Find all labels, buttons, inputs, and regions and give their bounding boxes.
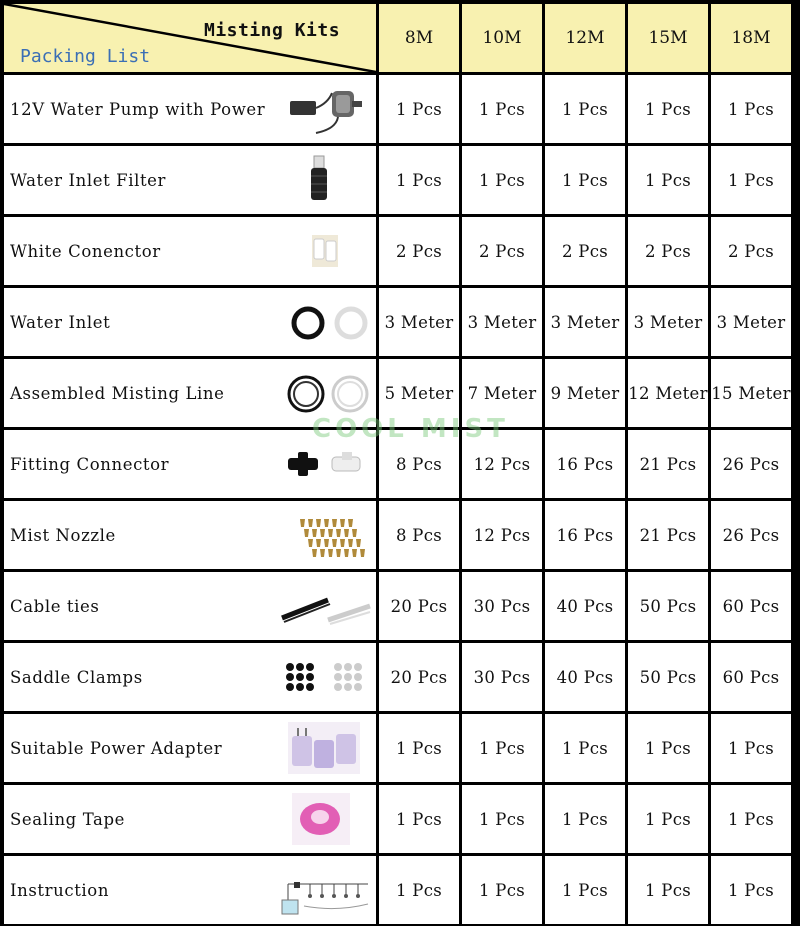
item-name: 12V Water Pump with Power bbox=[10, 99, 266, 119]
quantity-cell: 3 Meter bbox=[628, 288, 708, 356]
kit-size-header: 8M bbox=[379, 4, 459, 72]
item-cell bbox=[4, 572, 376, 640]
quantity-cell: 1 Pcs bbox=[628, 856, 708, 924]
item-cell bbox=[4, 501, 376, 569]
item-name: Suitable Power Adapter bbox=[10, 738, 223, 758]
quantity-cell: 2 Pcs bbox=[545, 217, 625, 285]
quantity-cell: 50 Pcs bbox=[628, 643, 708, 711]
quantity-cell: 26 Pcs bbox=[711, 430, 791, 498]
kit-size-header: 10M bbox=[462, 4, 542, 72]
item-cell bbox=[4, 288, 376, 356]
quantity-cell: 60 Pcs bbox=[711, 572, 791, 640]
item-name: Water Inlet bbox=[10, 312, 111, 332]
quantity-cell: 3 Meter bbox=[545, 288, 625, 356]
header-corner bbox=[4, 4, 376, 72]
quantity-cell: 50 Pcs bbox=[628, 572, 708, 640]
item-cell bbox=[4, 856, 376, 924]
kit-size-header: 12M bbox=[545, 4, 625, 72]
kit-size-header: 18M bbox=[711, 4, 791, 72]
tube-rings-icon bbox=[276, 292, 374, 352]
item-name: Sealing Tape bbox=[10, 809, 125, 829]
saddle-clamps-icon bbox=[276, 647, 374, 707]
quantity-cell: 30 Pcs bbox=[462, 643, 542, 711]
watermark: COOL MIST bbox=[312, 414, 509, 444]
power-adapters-icon bbox=[276, 718, 374, 778]
quantity-cell: 1 Pcs bbox=[628, 146, 708, 214]
quantity-cell: 1 Pcs bbox=[379, 785, 459, 853]
quantity-cell: 1 Pcs bbox=[711, 856, 791, 924]
quantity-cell: 1 Pcs bbox=[462, 856, 542, 924]
item-cell bbox=[4, 217, 376, 285]
quantity-cell: 1 Pcs bbox=[462, 714, 542, 782]
quantity-cell: 1 Pcs bbox=[628, 785, 708, 853]
item-name: Instruction bbox=[10, 880, 110, 900]
packing-list-label: Packing List bbox=[20, 46, 151, 67]
quantity-cell: 20 Pcs bbox=[379, 572, 459, 640]
item-cell bbox=[4, 714, 376, 782]
water-pump-icon bbox=[276, 79, 374, 139]
quantity-cell: 21 Pcs bbox=[628, 430, 708, 498]
quantity-cell: 1 Pcs bbox=[545, 75, 625, 143]
quantity-cell: 1 Pcs bbox=[545, 785, 625, 853]
quantity-cell: 1 Pcs bbox=[711, 75, 791, 143]
quantity-cell: 1 Pcs bbox=[379, 75, 459, 143]
quantity-cell: 2 Pcs bbox=[462, 217, 542, 285]
quantity-cell: 21 Pcs bbox=[628, 501, 708, 569]
quantity-cell: 15 Meter bbox=[711, 359, 791, 427]
item-name: White Conenctor bbox=[10, 241, 161, 261]
quantity-cell: 12 Pcs bbox=[462, 501, 542, 569]
quantity-cell: 60 Pcs bbox=[711, 643, 791, 711]
item-cell bbox=[4, 785, 376, 853]
item-cell bbox=[4, 643, 376, 711]
quantity-cell: 1 Pcs bbox=[379, 714, 459, 782]
quantity-cell: 3 Meter bbox=[379, 288, 459, 356]
item-name: Mist Nozzle bbox=[10, 525, 116, 545]
white-connector-icon bbox=[276, 221, 374, 281]
filter-icon bbox=[276, 150, 374, 210]
quantity-cell: 30 Pcs bbox=[462, 572, 542, 640]
quantity-cell: 2 Pcs bbox=[379, 217, 459, 285]
quantity-cell: 8 Pcs bbox=[379, 501, 459, 569]
quantity-cell: 1 Pcs bbox=[379, 146, 459, 214]
quantity-cell: 8 Pcs bbox=[379, 430, 459, 498]
item-cell bbox=[4, 146, 376, 214]
quantity-cell: 1 Pcs bbox=[628, 75, 708, 143]
quantity-cell: 12 Pcs bbox=[462, 430, 542, 498]
quantity-cell: 1 Pcs bbox=[462, 75, 542, 143]
quantity-cell: 1 Pcs bbox=[379, 856, 459, 924]
cable-ties-icon bbox=[276, 576, 374, 636]
quantity-cell: 1 Pcs bbox=[462, 785, 542, 853]
quantity-cell: 1 Pcs bbox=[711, 146, 791, 214]
quantity-cell: 1 Pcs bbox=[711, 714, 791, 782]
quantity-cell: 5 Meter bbox=[379, 359, 459, 427]
quantity-cell: 1 Pcs bbox=[545, 856, 625, 924]
quantity-cell: 16 Pcs bbox=[545, 430, 625, 498]
quantity-cell: 12 Meter bbox=[628, 359, 708, 427]
item-name: Saddle Clamps bbox=[10, 667, 143, 687]
kit-size-header: 15M bbox=[628, 4, 708, 72]
quantity-cell: 2 Pcs bbox=[711, 217, 791, 285]
quantity-cell: 2 Pcs bbox=[628, 217, 708, 285]
quantity-cell: 1 Pcs bbox=[545, 714, 625, 782]
quantity-cell: 20 Pcs bbox=[379, 643, 459, 711]
quantity-cell: 7 Meter bbox=[462, 359, 542, 427]
quantity-cell: 3 Meter bbox=[462, 288, 542, 356]
item-cell bbox=[4, 75, 376, 143]
brass-nozzles-icon bbox=[276, 505, 374, 565]
quantity-cell: 1 Pcs bbox=[628, 714, 708, 782]
item-name: Water Inlet Filter bbox=[10, 170, 167, 190]
quantity-cell: 26 Pcs bbox=[711, 501, 791, 569]
quantity-cell: 1 Pcs bbox=[462, 146, 542, 214]
quantity-cell: 40 Pcs bbox=[545, 572, 625, 640]
quantity-cell: 1 Pcs bbox=[711, 785, 791, 853]
quantity-cell: 40 Pcs bbox=[545, 643, 625, 711]
quantity-cell: 3 Meter bbox=[711, 288, 791, 356]
quantity-cell: 16 Pcs bbox=[545, 501, 625, 569]
item-name: Cable ties bbox=[10, 596, 100, 616]
quantity-cell: 9 Meter bbox=[545, 359, 625, 427]
item-name: Fitting Connector bbox=[10, 454, 170, 474]
quantity-cell: 1 Pcs bbox=[545, 146, 625, 214]
instruction-diagram-icon bbox=[276, 860, 374, 920]
misting-kits-label: Misting Kits bbox=[204, 20, 341, 41]
item-name: Assembled Misting Line bbox=[10, 383, 225, 403]
sealing-tape-icon bbox=[276, 789, 374, 849]
